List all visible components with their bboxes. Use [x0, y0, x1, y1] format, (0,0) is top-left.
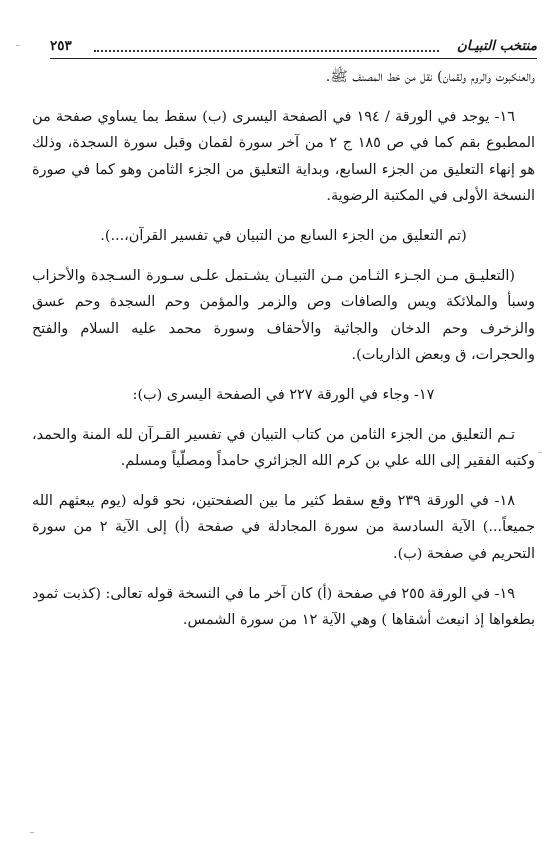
header-rule: [50, 58, 537, 59]
scan-mark: [538, 452, 542, 453]
paragraph-note-17: ١٧- وجاء في الورقة ٢٢٧ في الصفحة اليسرى (ب):: [132, 386, 435, 403]
paragraph-note-18: ١٨- في الورقة ٢٣٩ وقع سقط كثير ما بين الصفحتين، نحو قوله (يوم يبعثهم الله جميعاً...) الآية السادسة من سورة المجادلة في صفحة (أ) إلى الآية ٢ من سورة التحريم في صفحة (ب).: [32, 492, 535, 562]
header-dot-leader: [94, 50, 439, 52]
page-number: ٢٥٣: [50, 38, 72, 54]
scan-mark: [16, 45, 20, 46]
paragraph-quote-end-part-7: (تم التعليق من الجزء السابع من التبيان في تفسير القرآن،...).: [100, 227, 467, 244]
page-header: [50, 36, 537, 60]
paragraph-continuation: والعنكبوت والروم ولقمان) نقل من خط المصنف ﷺ.: [325, 69, 535, 85]
scan-mark: [30, 832, 34, 833]
running-title: منتخب التبيـان: [456, 38, 537, 54]
paragraph-colophon-part-8: تـم التعليق من الجزء الثامن من كتاب التبيان في تفسير القـرآن لله المنة والحمد، وكتبه الفقير إلى الله علي بن كرم الله الجزائري حامداً ومصلّياً ومسلم.: [32, 426, 535, 470]
paragraph-note-16: ١٦- يوجد في الورقة / ١٩٤ في الصفحة اليسرى (ب) سقط بما يساوي صفحة من المطبوع بقم كما في ص ١٨٥ ج ٢ من آخر سورة لقمان وقبل سورة السجدة، وذلك هو إنهاء التعليق من الجزء السابع، وبداية التعليق من الجزء الثامن وهو كما في صورة النسخة الأولى في المكتبة الرضوية.: [32, 108, 535, 205]
paragraph-note-19: ١٩- في الورقة ٢٥٥ في صفحة (أ) كان آخر ما في النسخة قوله تعالى: (كذبت ثمود بطغواها إذ انبعث أشقاها ) وهي الآية ١٢ من سورة الشمس.: [32, 585, 535, 629]
paragraph-quote-part-8-contents: (التعليـق مـن الجـزء الثـامن مـن التبيـان يشـتمل علـى سـورة السـجدة والأحزاب وسبأ والملائكة ويس والصافات وص والزمر والمؤمن وحم السجدة وحم عسق والزخرف وحم الدخان والجاثية والأحقاف وسورة محمد عليه السلام والفتح والحجرات، ق وبعض الذاريات).: [32, 267, 535, 364]
page-body: [32, 64, 535, 634]
